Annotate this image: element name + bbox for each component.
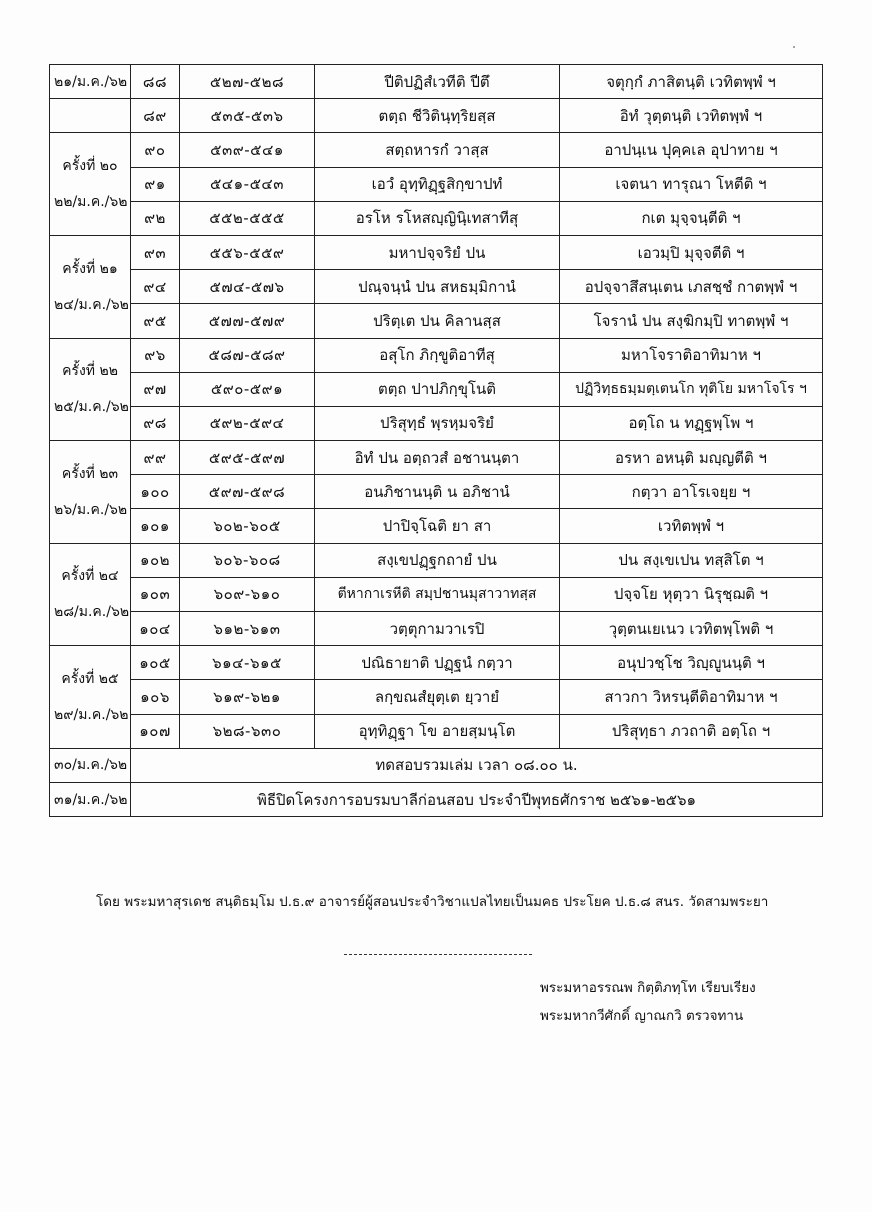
table-row [50, 65, 823, 99]
session-cell [50, 441, 131, 544]
session-cell [50, 235, 131, 338]
lesson-number: ๑๐๖ [131, 680, 180, 714]
passage-end: อิทํ วุตฺตนฺติ เวทิตพฺพํ ฯ [560, 99, 823, 133]
lesson-number: ๙๑ [131, 167, 180, 201]
page-range: ๖๒๘-๖๓๐ [180, 714, 315, 748]
passage-start: ปณฺจนฺนํ ปน สหธมฺมิกานํ [315, 270, 560, 304]
session-date: ๒๑/ม.ค./๖๒ [54, 73, 128, 90]
table-row-closing [50, 782, 823, 816]
lesson-number: ๑๐๓ [131, 577, 180, 611]
passage-end: ปริสุทฺธา ภวถาติ อตฺโถ ฯ [560, 714, 823, 748]
session-date: ๒๘/ม.ค./๖๒ [54, 604, 130, 621]
lesson-number: ๙๕ [131, 304, 180, 338]
page-range: ๕๗๗-๕๗๙ [180, 304, 315, 338]
passage-end: อาปนฺเน ปุคฺคเล อุปาทาย ฯ [560, 133, 823, 167]
lesson-number: ๙๘ [131, 406, 180, 440]
table-row [50, 235, 823, 269]
page-range: ๖๑๒-๖๑๓ [180, 612, 315, 646]
table-row [50, 646, 823, 680]
session-cell-empty [50, 99, 131, 133]
passage-start: มหาปจฺจริยํ ปน [315, 235, 560, 269]
passage-start: อสุโก ภิกฺขูติอาทีสุ [315, 338, 560, 372]
closing-ceremony-note: พิธีปิดโครงการอบรมบาลีก่อนสอบ ประจำปีพุทธศักราช ๒๕๖๑-๒๕๖๑ [131, 782, 823, 816]
passage-end: โจรานํ ปน สงฺฆิกมฺปิ ทาตพฺพํ ฯ [560, 304, 823, 338]
lesson-number: ๙๐ [131, 133, 180, 167]
passage-end: ปน สงฺเขเปน ทสฺสิโต ฯ [560, 543, 823, 577]
page-range: ๖๐๙-๖๑๐ [180, 577, 315, 611]
passage-end: ปฏิวิทฺธธมฺมตฺเตนโก ทุติโย มหาโจโร ฯ [560, 372, 823, 406]
passage-start: ตตฺถ ชีวิตินฺทฺริยสฺส [315, 99, 560, 133]
scan-speck [793, 46, 795, 48]
session-cell [50, 646, 131, 749]
lesson-number: ๑๐๔ [131, 612, 180, 646]
session-cell [50, 543, 131, 646]
passage-start: เอวํ อุทฺทิฏฺฐสิกฺขาปทํ [315, 167, 560, 201]
table-row [50, 680, 823, 714]
page-range: ๕๘๗-๕๘๙ [180, 338, 315, 372]
passage-end: ปจฺจโย หุตฺวา นิรุชฺฌติ ฯ [560, 577, 823, 611]
session-date: ๒๖/ม.ค./๖๒ [54, 501, 128, 518]
schedule-table [49, 64, 823, 817]
page-range: ๕๙๒-๕๙๔ [180, 406, 315, 440]
passage-end: กเต มุจฺจนฺตีติ ฯ [560, 201, 823, 235]
passage-end: เอวมฺปิ มุจฺจตีติ ฯ [560, 235, 823, 269]
instructor-note: โดย พระมหาสุรเดช สนฺติธมฺโม ป.ธ.๙ อาจารย์ผู้สอนประจำวิชาแปลไทยเป็นมคธ ประโยค ป.ธ.๘ สนร. วัดสามพระยา [96, 894, 769, 910]
session-label: ครั้งที่ ๒๕ [61, 670, 119, 687]
lesson-number: ๑๐๗ [131, 714, 180, 748]
session-label: ครั้งที่ ๒๐ [62, 158, 118, 175]
passage-start: ปริตฺเต ปน คิลานสฺส [315, 304, 560, 338]
lesson-number: ๙๗ [131, 372, 180, 406]
passage-start: อนภิชานนฺติ น อภิชานํ [315, 475, 560, 509]
passage-end: กตฺวา อาโรเจยฺย ฯ [560, 475, 823, 509]
passage-end: อรหา อหนฺติ มญฺญตีติ ฯ [560, 441, 823, 475]
session-label: ครั้งที่ ๒๓ [61, 465, 119, 482]
page-range: ๖๐๖-๖๐๘ [180, 543, 315, 577]
passage-start: ตตฺถ ปาปภิกฺขุโนติ [315, 372, 560, 406]
table-row [50, 99, 823, 133]
table-row [50, 475, 823, 509]
table-row [50, 167, 823, 201]
passage-start: ตีหากาเรหีติ สมฺปชานมุสาวาทสฺส [315, 577, 560, 611]
lesson-number: ๙๒ [131, 201, 180, 235]
passage-end: เวทิตพฺพํ ฯ [560, 509, 823, 543]
passage-start: วตฺตุกามวาเรปิ [315, 612, 560, 646]
page-range: ๕๙๗-๕๙๘ [180, 475, 315, 509]
lesson-number: ๑๐๐ [131, 475, 180, 509]
passage-end: จตุกฺกํ ภาสิตนฺติ เวทิตพฺพํ ฯ [560, 65, 823, 99]
passage-end: วุตฺตนเยเนว เวทิตพฺโพติ ฯ [560, 612, 823, 646]
table-row [50, 372, 823, 406]
page-range: ๕๓๙-๕๔๑ [180, 133, 315, 167]
table-row [50, 577, 823, 611]
passage-start: ปริสุทฺธํ พฺรหฺมจริยํ [315, 406, 560, 440]
session-label: ครั้งที่ ๒๔ [61, 568, 119, 585]
page-range: ๕๗๔-๕๗๖ [180, 270, 315, 304]
table-row [50, 406, 823, 440]
passage-start: อุทฺทิฏฺฐา โข อายสฺมนฺโต [315, 714, 560, 748]
page-range: ๕๕๖-๕๕๙ [180, 235, 315, 269]
lesson-number: ๙๓ [131, 235, 180, 269]
passage-start: ปาปิจฺโฉติ ยา สา [315, 509, 560, 543]
page-range: ๖๑๔-๖๑๕ [180, 646, 315, 680]
lesson-number: ๑๐๕ [131, 646, 180, 680]
signature-line [344, 954, 532, 955]
lesson-number: ๙๖ [131, 338, 180, 372]
session-date: ๓๐/ม.ค./๖๒ [50, 748, 131, 782]
passage-start: ปีติปฏิสํเวทีติ ปีตึ [315, 65, 560, 99]
table-row [50, 509, 823, 543]
passage-start: สงฺเขปฏฺฐกถายํ ปน [315, 543, 560, 577]
session-cell [50, 338, 131, 441]
passage-end: อนุปวชฺโช วิญฺญูนนฺติ ฯ [560, 646, 823, 680]
page-range: ๕๙๕-๕๙๗ [180, 441, 315, 475]
table-row [50, 543, 823, 577]
session-label: ครั้งที่ ๒๑ [62, 260, 118, 277]
page-range: ๖๑๙-๖๒๑ [180, 680, 315, 714]
session-date: ๒๒/ม.ค./๖๒ [54, 194, 128, 211]
session-cell [50, 133, 131, 236]
session-date: ๓๑/ม.ค./๖๒ [50, 782, 131, 816]
passage-end: สาวกา วิหรนฺตีติอาทิมาห ฯ [560, 680, 823, 714]
lesson-number: ๘๘ [131, 65, 180, 99]
page-range: ๖๐๒-๖๐๕ [180, 509, 315, 543]
page-range: ๕๓๕-๕๓๖ [180, 99, 315, 133]
page-range: ๕๒๗-๕๒๘ [180, 65, 315, 99]
session-date: ๒๙/ม.ค./๖๒ [54, 706, 129, 723]
lesson-number: ๙๔ [131, 270, 180, 304]
session-cell [50, 65, 131, 99]
compiler-signature: พระมหาอรรณพ กิตฺติภทฺโท เรียบเรียง [540, 980, 756, 996]
passage-start: สตฺถหารกํ วาสฺส [315, 133, 560, 167]
exam-note: ทดสอบรวมเล่ม เวลา ๐๘.๐๐ น. [131, 748, 823, 782]
session-date: ๒๔/ม.ค./๖๒ [54, 296, 129, 313]
table-row [50, 714, 823, 748]
session-date: ๒๕/ม.ค./๖๒ [54, 399, 129, 416]
passage-end: เจตนา ทารุณา โหตีติ ฯ [560, 167, 823, 201]
passage-start: ปณิธายาติ ปฏฺฐนํ กตฺวา [315, 646, 560, 680]
passage-start: อรโห รโหสญฺญินิฺเทสาทีสุ [315, 201, 560, 235]
passage-end: อตฺโถ น ทฏฺฐพฺโพ ฯ [560, 406, 823, 440]
table-row [50, 270, 823, 304]
session-label: ครั้งที่ ๒๒ [62, 363, 118, 380]
passage-start: ลกฺขณสํยุตฺเต ยฺวายํ [315, 680, 560, 714]
table-row [50, 441, 823, 475]
passage-end: มหาโจราติอาทิมาห ฯ [560, 338, 823, 372]
lesson-number: ๙๙ [131, 441, 180, 475]
table-row [50, 612, 823, 646]
page-range: ๕๔๑-๕๔๓ [180, 167, 315, 201]
page-range: ๕๕๒-๕๕๕ [180, 201, 315, 235]
lesson-number: ๑๐๑ [131, 509, 180, 543]
table-row-exam [50, 748, 823, 782]
reviewer-signature: พระมหากวีศักดิ์ ญาณกวิ ตรวจทาน [540, 1008, 744, 1024]
table-row [50, 133, 823, 167]
lesson-number: ๑๐๒ [131, 543, 180, 577]
page-range: ๕๙๐-๕๙๑ [180, 372, 315, 406]
table-row [50, 304, 823, 338]
table-row [50, 201, 823, 235]
passage-start: อิทํ ปน อตฺถวสํ อชานนฺตา [315, 441, 560, 475]
passage-end: อปจฺจาสึสนฺเตน เภสชฺชํ กาตพฺพํ ฯ [560, 270, 823, 304]
table-row [50, 338, 823, 372]
lesson-number: ๘๙ [131, 99, 180, 133]
